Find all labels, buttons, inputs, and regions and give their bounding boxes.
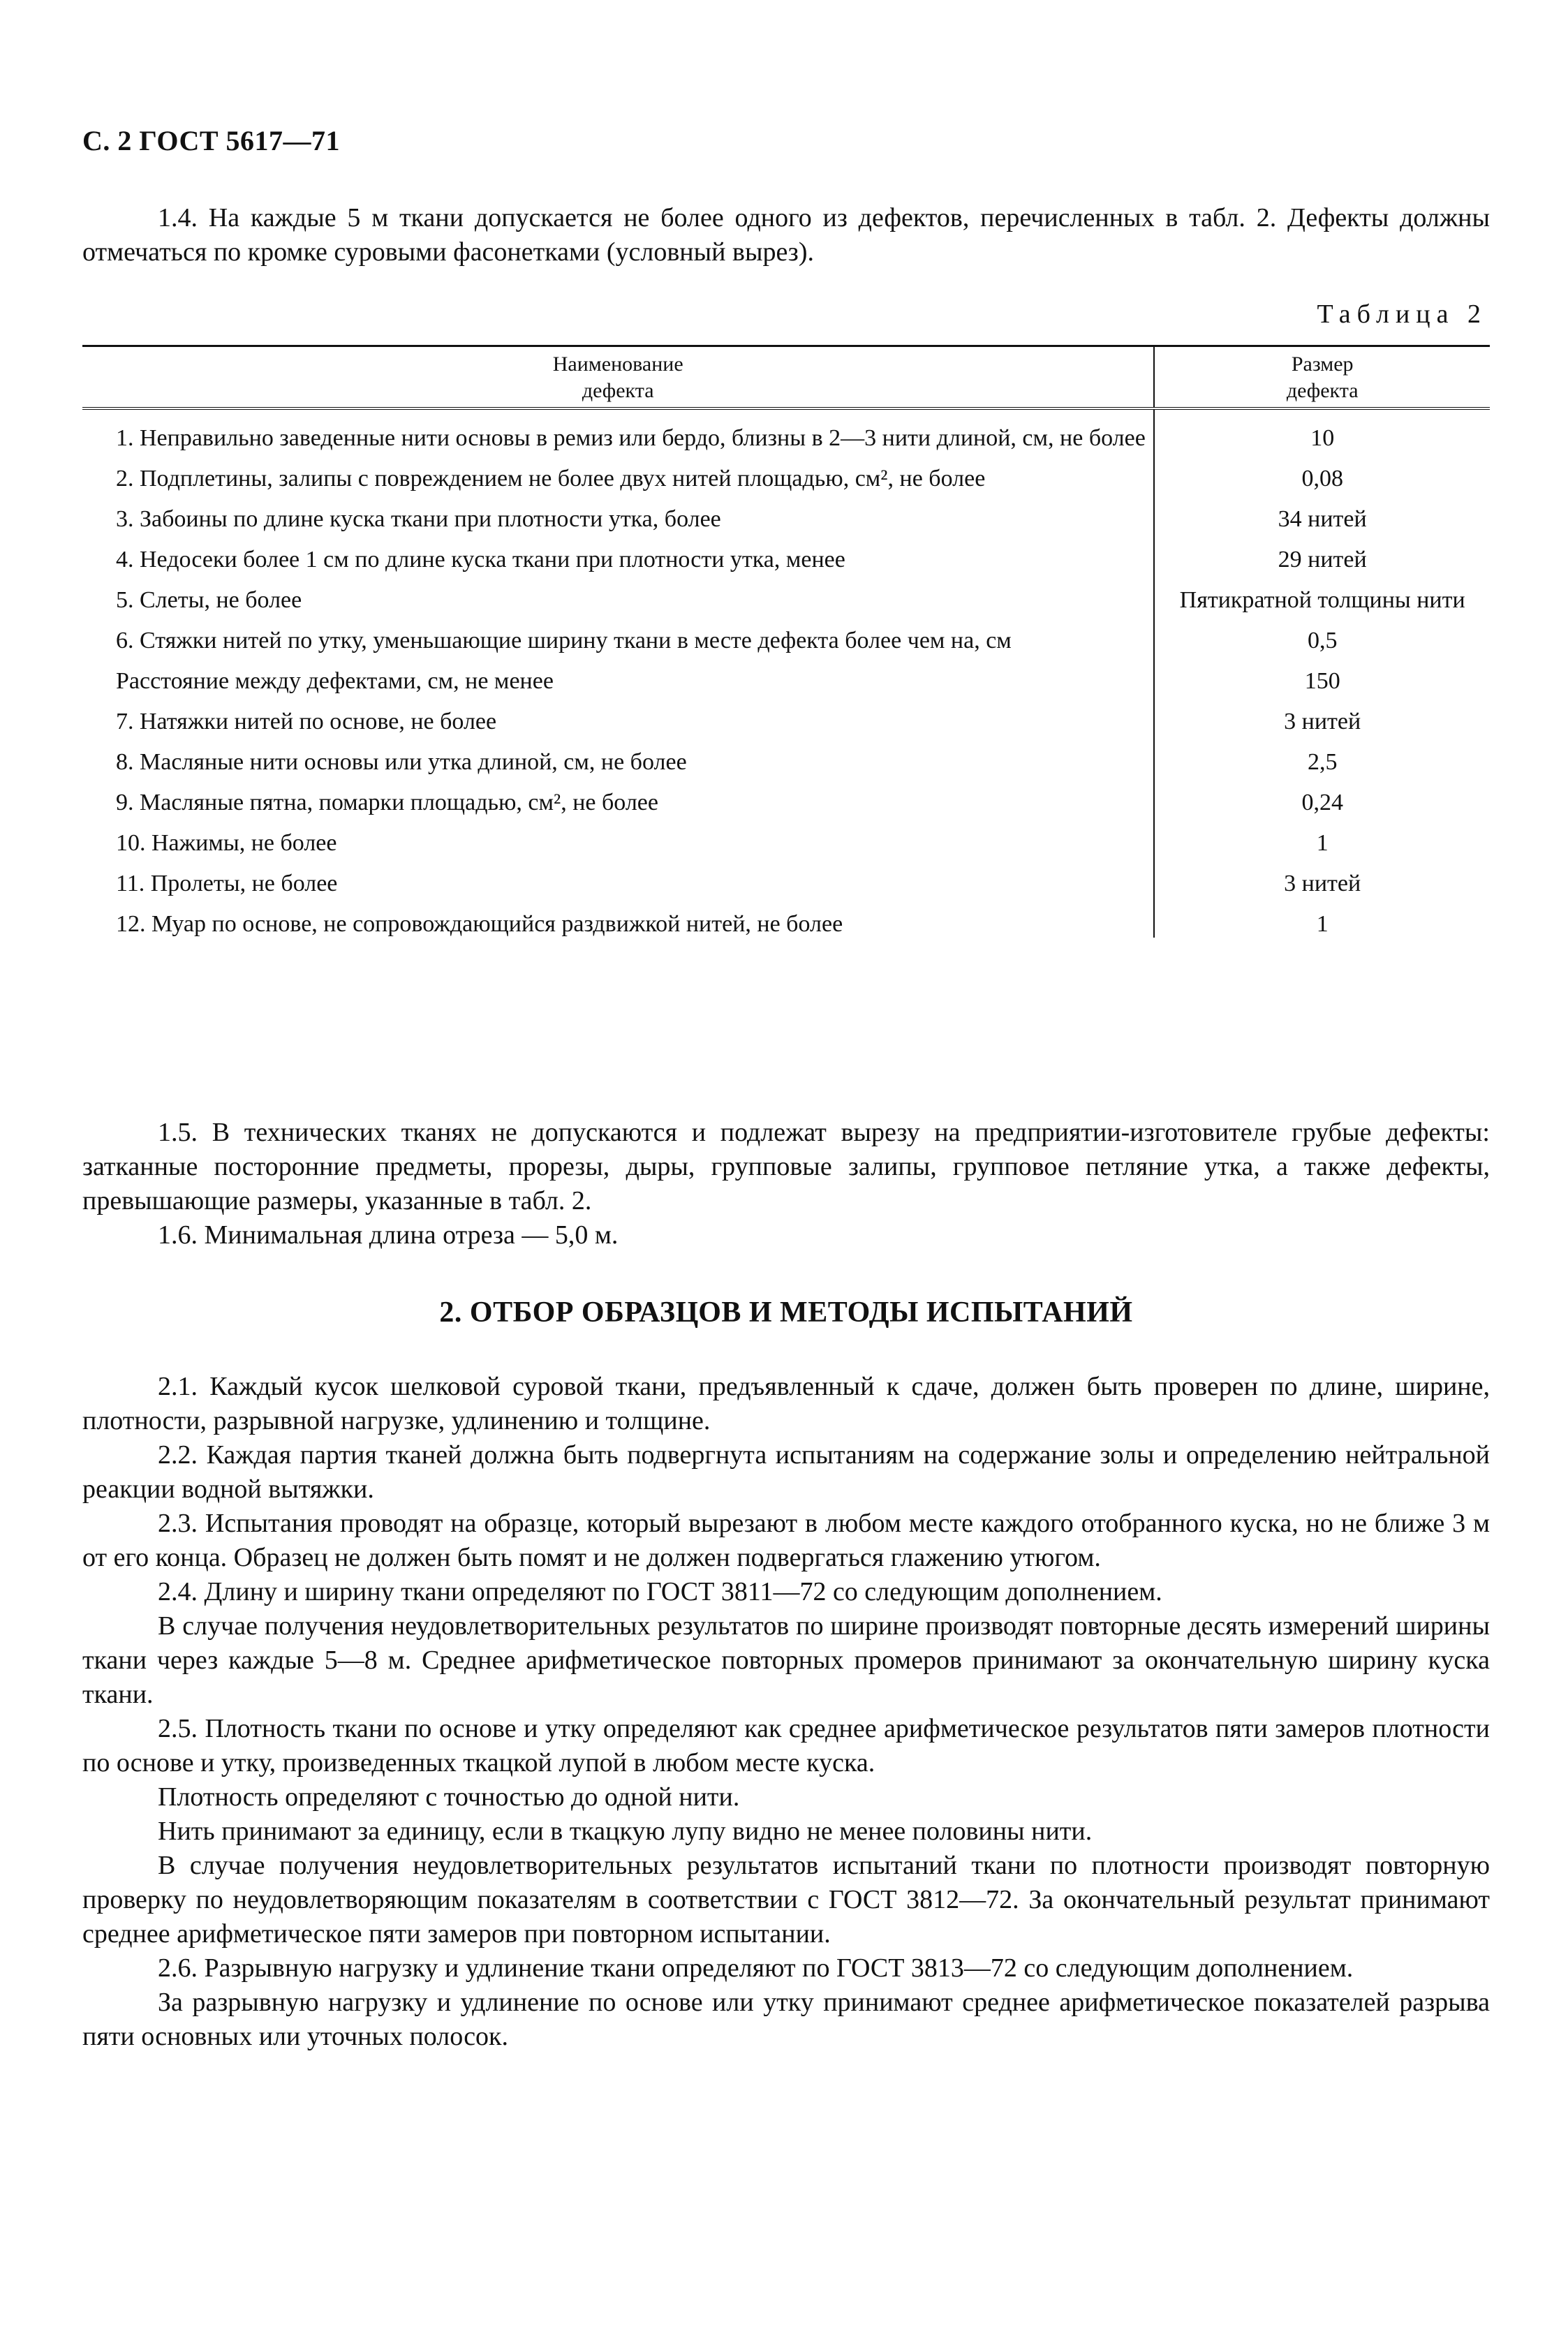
- table-row: [82, 492, 1490, 533]
- defect-size: 0,24: [1301, 790, 1343, 815]
- defect-name: 1. Неправильно заведенные нити основы в ремиз или бердо, близны в 2—3 нити длиной, см, не более: [82, 408, 1154, 452]
- table-row: [82, 857, 1490, 897]
- table-row: [82, 897, 1490, 938]
- defect-size: 0,08: [1301, 466, 1343, 491]
- paragraph-1-6: 1.6. Минимальная длина отреза — 5,0 м.: [158, 1220, 619, 1250]
- defect-name: 9. Масляные пятна, помарки площадью, см², не более: [82, 776, 1154, 816]
- defect-size: 1: [1316, 911, 1329, 937]
- defect-name: 4. Недосеки более 1 см по длине куска ткани при плотности утка, менее: [82, 533, 1154, 573]
- table-row: [82, 452, 1490, 492]
- paragraph-2-5-unit: Нить принимают за единицу, если в ткацкую лупу видно не менее половины нити.: [158, 1817, 1093, 1846]
- defect-name: 2. Подплетины, залипы с повреждением не более двух нитей площадью, см², не более: [82, 452, 1154, 492]
- paragraph-2-5-precision: Плотность определяют с точностью до одной нити.: [158, 1782, 740, 1812]
- paragraph-2-6: 2.6. Разрывную нагрузку и удлинение ткани определяют по ГОСТ 3813—72 со следующим дополнением.: [158, 1953, 1354, 1983]
- main-text: [82, 1116, 1490, 2054]
- paragraph-2-2: 2.2. Каждая партия тканей должна быть подвергнута испытаниям на содержание золы и определению нейтральной реакции водной вытяжки.: [82, 1440, 1490, 1504]
- defect-name: 8. Масляные нити основы или утка длиной, см, не более: [82, 735, 1154, 776]
- defect-size: 34 нитей: [1278, 506, 1367, 532]
- table-caption: Таблица 2: [1317, 300, 1487, 329]
- table-row: [82, 776, 1490, 816]
- paragraph-2-3: 2.3. Испытания проводят на образце, который вырезают в любом месте каждого отобранного куска, но не ближе 3 м от его конца. Образец не должен быть помят и не должен подвергаться глажению утюгом.: [82, 1509, 1490, 1572]
- table-header-row: [82, 346, 1490, 409]
- paragraph-2-4-supplement: В случае получения неудовлетворительных результатов по ширине производят повторные десять измерений ширины ткани через каждые 5—8 м. Среднее арифметическое повторных промеров принимают за окончательную ширину куска ткани.: [82, 1611, 1490, 1709]
- defect-size: 0,5: [1307, 628, 1338, 653]
- table-row: [82, 816, 1490, 857]
- table-row: [82, 614, 1490, 654]
- defect-size: 2,5: [1307, 749, 1338, 775]
- defect-name: 5. Слеты, не более: [82, 573, 1154, 614]
- table-row: [82, 573, 1490, 614]
- paragraph-1-5: 1.5. В технических тканях не допускаются и подлежат вырезу на предприятии-изготовителе грубые дефекты: затканные посторонние предметы, прорезы, дыры, групповые залипы, групповое петляние утка, а также дефекты, превышающие размеры, указанные в табл. 2.: [82, 1118, 1490, 1215]
- defect-size: 3 нитей: [1284, 871, 1361, 896]
- defect-size: Пятикратной толщины нити: [1179, 587, 1465, 613]
- paragraph-2-6-result: За разрывную нагрузку и удлинение по основе или утку принимают среднее арифметическое показателей разрыва пяти основных или уточных полосок.: [82, 1988, 1490, 2051]
- paragraph-2-5-retest: В случае получения неудовлетворительных результатов испытаний ткани по плотности производят повторную проверку по неудовлетворяющим показателям в соответствии с ГОСТ 3812—72. За окончательный результат принимают среднее арифметическое пяти замеров при повторном испытании.: [82, 1851, 1490, 1949]
- page-header: С. 2 ГОСТ 5617—71: [82, 125, 341, 156]
- defect-name: 11. Пролеты, не более: [82, 857, 1154, 897]
- header-name-line2: дефекта: [582, 379, 654, 402]
- defect-size: 29 нитей: [1278, 547, 1367, 572]
- table-row: [82, 654, 1490, 695]
- table-row: [82, 735, 1490, 776]
- table-row: [82, 695, 1490, 735]
- defect-size: 3 нитей: [1284, 709, 1361, 734]
- defect-size: 1: [1316, 830, 1329, 856]
- table-row: [82, 533, 1490, 573]
- paragraph-1-4: 1.4. На каждые 5 м ткани допускается не более одного из дефектов, перечисленных в табл. 2. Дефекты должны отмечаться по кромке суровыми фасонетками (условный вырез).: [82, 203, 1490, 267]
- defect-name: 10. Нажимы, не более: [82, 816, 1154, 857]
- header-defect-size: [1154, 346, 1490, 409]
- defect-size: 10: [1310, 425, 1335, 451]
- defect-name: Расстояние между дефектами, см, не менее: [82, 654, 1154, 695]
- defect-name: 7. Натяжки нитей по основе, не более: [82, 695, 1154, 735]
- defect-name: 6. Стяжки нитей по утку, уменьшающие ширину ткани в месте дефекта более чем на, см: [82, 614, 1154, 654]
- paragraph-2-1: 2.1. Каждый кусок шелковой суровой ткани, предъявленный к сдаче, должен быть проверен по длине, ширине, плотности, разрывной нагрузке, удлинению и толщине.: [82, 1372, 1490, 1435]
- header-size-line1: Размер: [1291, 353, 1354, 376]
- header-defect-name: [82, 346, 1154, 409]
- defects-table: [82, 345, 1490, 938]
- paragraph-2-5: 2.5. Плотность ткани по основе и утку определяют как среднее арифметическое результатов пяти замеров плотности по основе и утку, произведенных ткацкой лупой в любом месте куска.: [82, 1714, 1490, 1777]
- table-row: [82, 408, 1490, 452]
- header-name-line1: Наименование: [552, 353, 683, 376]
- defect-name: 3. Забоины по длине куска ткани при плотности утка, более: [82, 492, 1154, 533]
- header-size-line2: дефекта: [1286, 379, 1359, 402]
- defect-name: 12. Муар по основе, не сопровождающийся раздвижкой нитей, не более: [82, 897, 1154, 938]
- paragraph-2-4: 2.4. Длину и ширину ткани определяют по ГОСТ 3811—72 со следующим дополнением.: [158, 1577, 1162, 1606]
- defect-size: 150: [1304, 668, 1340, 694]
- section-title: 2. ОТБОР ОБРАЗЦОВ И МЕТОДЫ ИСПЫТАНИЙ: [439, 1296, 1133, 1329]
- intro-section: [82, 201, 1490, 269]
